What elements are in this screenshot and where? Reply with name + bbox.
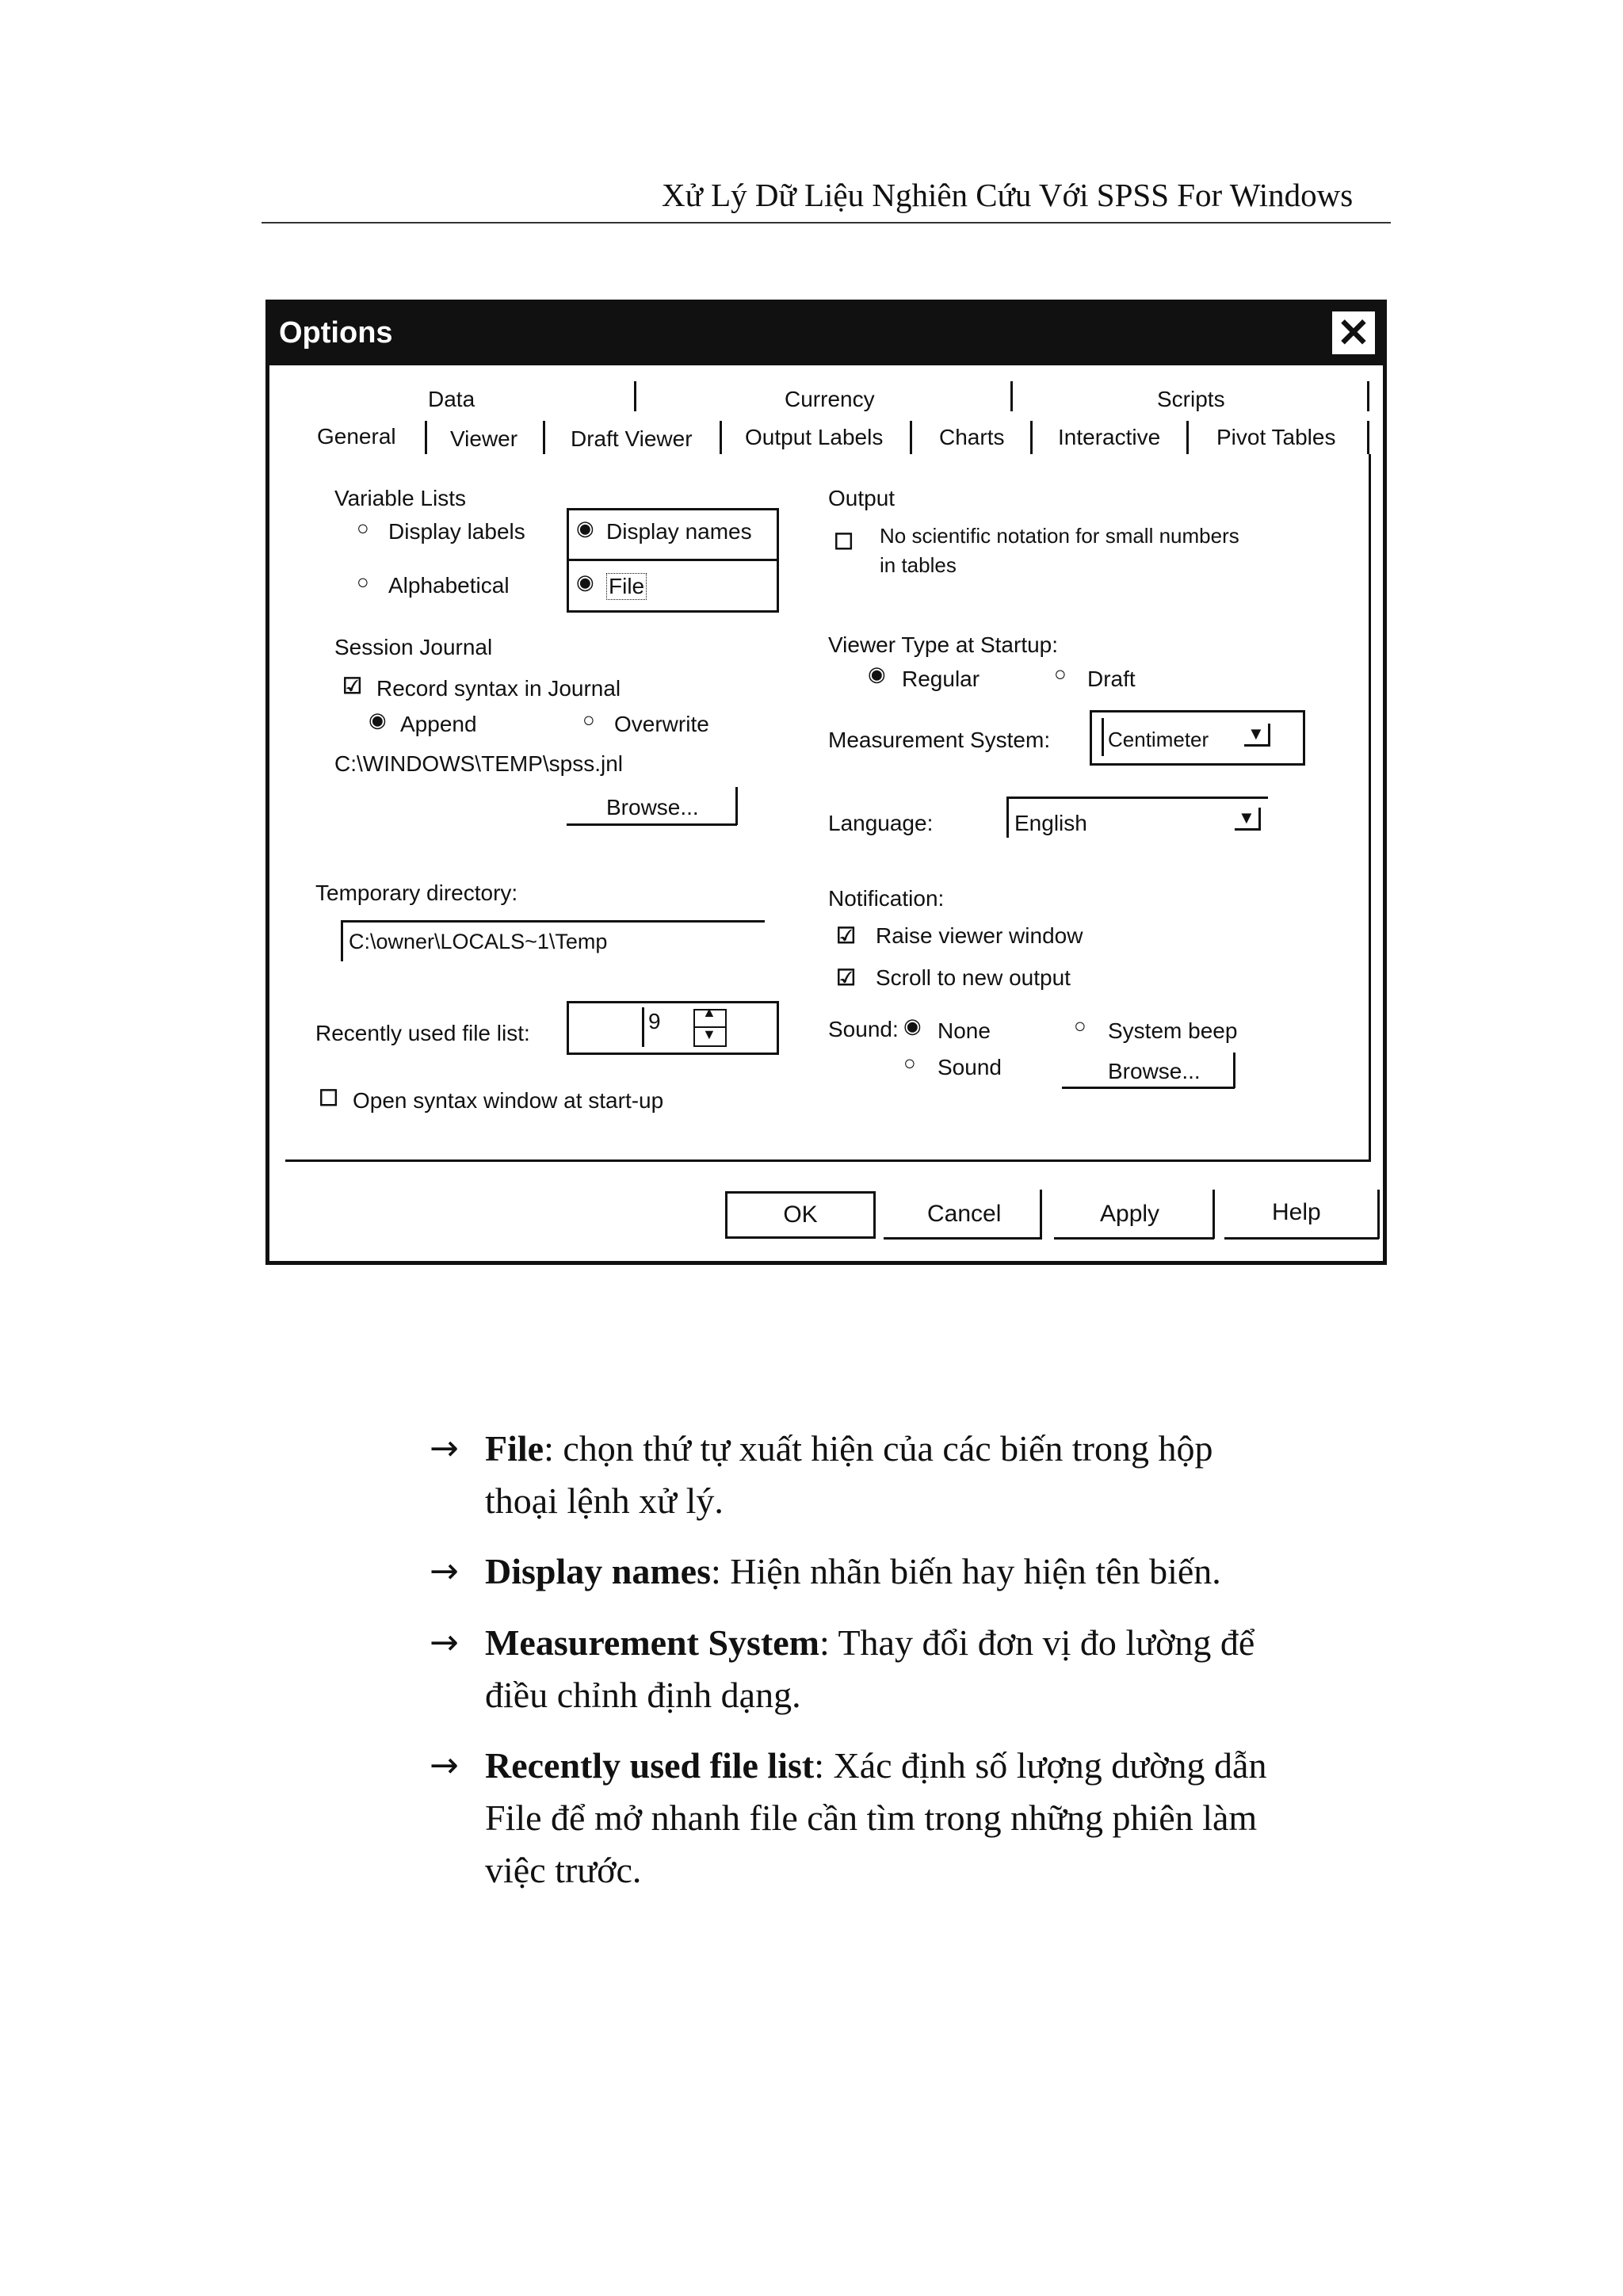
bullet-text-cont: thoại lệnh xử lý. bbox=[485, 1480, 724, 1521]
display-labels-label: Display labels bbox=[388, 519, 525, 544]
tab-separator bbox=[910, 421, 912, 454]
bullet-term: Display names bbox=[485, 1551, 711, 1591]
measurement-field-edge bbox=[1102, 718, 1104, 756]
measurement-label: Measurement System: bbox=[828, 728, 1051, 752]
panel-right-border bbox=[1369, 454, 1371, 1159]
variable-order-divider bbox=[567, 559, 779, 561]
radio-sound-file[interactable]: ○ bbox=[903, 1051, 916, 1075]
language-select[interactable]: English bbox=[1014, 811, 1087, 835]
bullet-text-cont: File để mở nhanh file cần tìm trong những phiên làm bbox=[485, 1797, 1258, 1838]
sound-label: Sound: bbox=[828, 1017, 899, 1041]
close-icon: ✕ bbox=[1337, 311, 1370, 355]
bullet-term: Recently used file list bbox=[485, 1745, 815, 1786]
scroll-output-checkbox[interactable]: ☑ bbox=[836, 965, 857, 990]
language-label: Language: bbox=[828, 811, 934, 835]
language-field-edge bbox=[1006, 797, 1009, 838]
record-syntax-label: Record syntax in Journal bbox=[376, 676, 621, 701]
title-bar bbox=[269, 304, 1383, 365]
radio-file[interactable]: ◉ bbox=[576, 570, 594, 594]
recent-files-frame bbox=[567, 1001, 779, 1055]
bullet-recent-files bbox=[430, 1740, 1396, 1897]
dialog-title: Options bbox=[279, 316, 393, 350]
tab-data[interactable]: Data bbox=[428, 387, 475, 411]
tab-separator bbox=[1030, 421, 1033, 454]
bullet-text-cont: điều chỉnh định dạng. bbox=[485, 1675, 801, 1715]
cancel-underline bbox=[884, 1237, 1042, 1240]
bullet-term: Measurement System bbox=[485, 1622, 819, 1663]
apply-edge bbox=[1212, 1190, 1215, 1239]
spinner-up-icon[interactable]: ▲ bbox=[702, 1004, 716, 1020]
notification-label: Notification: bbox=[828, 886, 945, 911]
open-syntax-checkbox[interactable]: ☐ bbox=[319, 1086, 339, 1110]
spinner-down-icon[interactable]: ▼ bbox=[702, 1026, 716, 1042]
language-top-border bbox=[1006, 797, 1268, 799]
tab-scripts[interactable]: Scripts bbox=[1157, 387, 1225, 411]
apply-button[interactable]: Apply bbox=[1100, 1201, 1160, 1227]
no-sci-label-line2: in tables bbox=[880, 553, 957, 577]
journal-browse-button[interactable]: Browse... bbox=[606, 795, 699, 819]
tab-separator bbox=[1186, 421, 1189, 454]
ok-button[interactable]: OK bbox=[725, 1191, 876, 1239]
viewer-type-label: Viewer Type at Startup: bbox=[828, 632, 1059, 657]
radio-display-names[interactable]: ◉ bbox=[576, 516, 594, 540]
system-beep-label: System beep bbox=[1108, 1018, 1238, 1043]
radio-overwrite[interactable]: ○ bbox=[582, 708, 595, 732]
panel-bottom-border bbox=[285, 1159, 1371, 1162]
tab-viewer[interactable]: Viewer bbox=[450, 426, 518, 451]
regular-label: Regular bbox=[902, 667, 980, 691]
options-dialog bbox=[265, 300, 1387, 1265]
tab-separator bbox=[425, 421, 427, 454]
radio-alphabetical[interactable]: ○ bbox=[357, 570, 369, 594]
radio-system-beep[interactable]: ○ bbox=[1074, 1014, 1086, 1037]
sound-browse-underline bbox=[1062, 1087, 1235, 1089]
radio-draft[interactable]: ○ bbox=[1054, 662, 1067, 686]
draft-label: Draft bbox=[1087, 667, 1136, 691]
bullet-measurement bbox=[430, 1617, 1396, 1721]
tab-currency[interactable]: Currency bbox=[785, 387, 875, 411]
display-names-label: Display names bbox=[606, 519, 752, 544]
temp-dir-left-border bbox=[341, 920, 343, 961]
apply-underline bbox=[1054, 1237, 1214, 1240]
variable-lists-label: Variable Lists bbox=[334, 486, 467, 510]
tab-general[interactable]: General bbox=[317, 424, 396, 449]
sound-file-label: Sound bbox=[938, 1055, 1002, 1079]
arrow-icon: → bbox=[430, 1551, 459, 1591]
sound-browse-button[interactable]: Browse... bbox=[1108, 1059, 1201, 1083]
recent-files-label: Recently used file list: bbox=[315, 1021, 530, 1045]
raise-viewer-label: Raise viewer window bbox=[876, 923, 1083, 948]
bullet-text-cont2: việc trước. bbox=[485, 1850, 642, 1890]
tab-charts[interactable]: Charts bbox=[939, 425, 1005, 449]
raise-viewer-checkbox[interactable]: ☑ bbox=[836, 923, 857, 948]
tab-separator bbox=[1010, 381, 1013, 411]
browse-underline bbox=[567, 823, 737, 826]
header-rule bbox=[262, 222, 1391, 223]
arrow-icon: → bbox=[430, 1745, 459, 1786]
alphabetical-label: Alphabetical bbox=[388, 573, 510, 598]
tab-separator bbox=[720, 421, 722, 454]
append-label: Append bbox=[400, 712, 477, 736]
cancel-edge bbox=[1040, 1190, 1042, 1239]
radio-regular[interactable]: ◉ bbox=[868, 662, 886, 686]
measurement-dropdown-icon[interactable]: ▼ bbox=[1244, 724, 1270, 747]
close-button[interactable] bbox=[1332, 311, 1375, 354]
tab-separator bbox=[1367, 421, 1369, 454]
session-journal-label: Session Journal bbox=[334, 635, 493, 659]
tab-draft-viewer[interactable]: Draft Viewer bbox=[571, 426, 693, 451]
temp-dir-label: Temporary directory: bbox=[315, 881, 518, 905]
sound-browse-edge bbox=[1233, 1052, 1235, 1088]
no-sci-label-line1: No scientific notation for small numbers bbox=[880, 524, 1239, 548]
bullet-display-names bbox=[430, 1545, 1396, 1598]
tab-interactive[interactable]: Interactive bbox=[1058, 425, 1161, 449]
radio-sound-none[interactable]: ◉ bbox=[903, 1014, 922, 1037]
bullet-text: : Thay đổi đơn vị đo lường để bbox=[819, 1622, 1255, 1663]
help-underline bbox=[1224, 1237, 1379, 1240]
sound-none-label: None bbox=[938, 1018, 991, 1043]
help-button[interactable]: Help bbox=[1272, 1199, 1321, 1225]
temp-dir-input[interactable]: C:\owner\LOCALS~1\Temp bbox=[349, 930, 608, 953]
cancel-button[interactable]: Cancel bbox=[927, 1201, 1002, 1227]
measurement-select[interactable]: Centimeter bbox=[1108, 728, 1209, 751]
page-header: Xử Lý Dữ Liệu Nghiên Cứu Với SPSS For Windows bbox=[662, 177, 1354, 213]
arrow-icon: → bbox=[430, 1622, 459, 1663]
tab-pivot-tables[interactable]: Pivot Tables bbox=[1216, 425, 1336, 449]
help-edge bbox=[1377, 1190, 1380, 1239]
scroll-output-label: Scroll to new output bbox=[876, 965, 1071, 990]
radio-display-labels[interactable]: ○ bbox=[357, 516, 369, 540]
language-dropdown-icon[interactable]: ▼ bbox=[1235, 808, 1261, 831]
tab-separator bbox=[1367, 381, 1369, 411]
bullet-text: : Hiện nhãn biến hay hiện tên biến. bbox=[710, 1551, 1221, 1591]
open-syntax-label: Open syntax window at start-up bbox=[353, 1088, 664, 1113]
bullet-text: : chọn thứ tự xuất hiện của các biến trong hộp bbox=[544, 1428, 1213, 1469]
output-label: Output bbox=[828, 486, 896, 510]
journal-path: C:\WINDOWS\TEMP\spss.jnl bbox=[334, 751, 624, 776]
bullet-text: : Xác định số lượng dường dẫn bbox=[814, 1745, 1267, 1786]
tab-separator bbox=[634, 381, 636, 411]
tab-output-labels[interactable]: Output Labels bbox=[745, 425, 884, 449]
bullet-term: File bbox=[485, 1428, 544, 1469]
arrow-icon: → bbox=[430, 1428, 459, 1469]
bullet-file bbox=[430, 1423, 1396, 1527]
tab-separator bbox=[543, 421, 545, 454]
radio-append[interactable]: ◉ bbox=[369, 708, 387, 732]
record-syntax-checkbox[interactable]: ☑ bbox=[342, 674, 363, 698]
recent-files-input[interactable]: 9 bbox=[648, 1009, 661, 1033]
no-sci-checkbox[interactable]: ☐ bbox=[834, 529, 854, 554]
browse-edge bbox=[735, 787, 738, 825]
file-label: File bbox=[606, 573, 647, 600]
recent-files-field-edge bbox=[642, 1007, 644, 1047]
overwrite-label: Overwrite bbox=[614, 712, 709, 736]
temp-dir-top-border bbox=[341, 920, 765, 923]
